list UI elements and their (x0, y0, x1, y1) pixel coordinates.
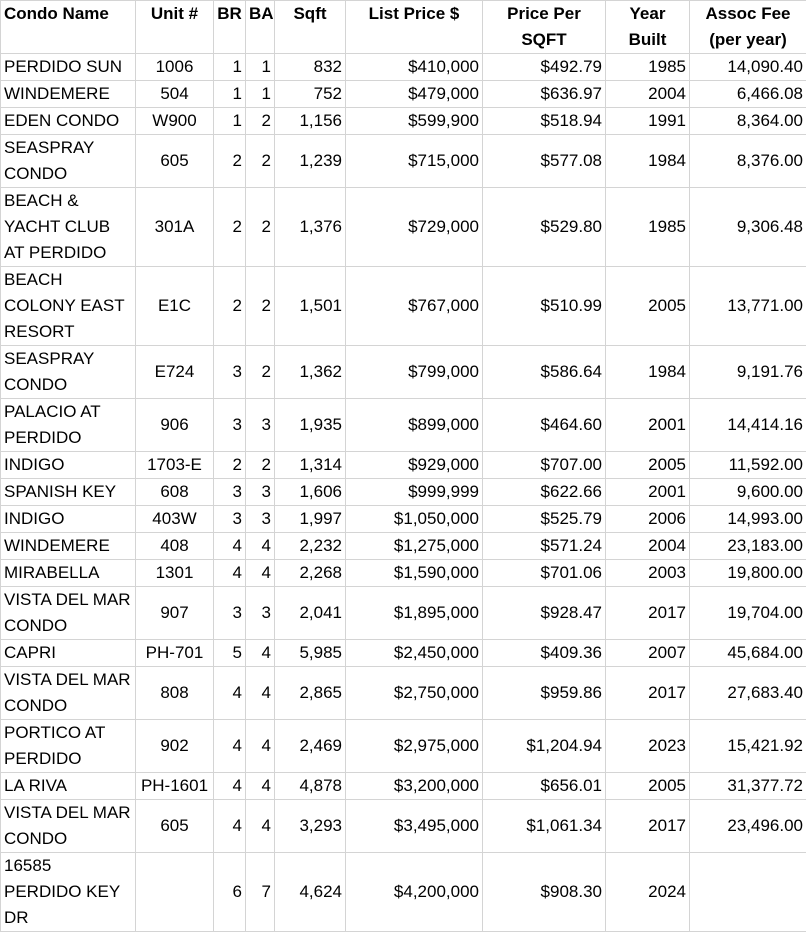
cell-list-price: $1,275,000 (346, 533, 483, 560)
cell-list-price: $929,000 (346, 452, 483, 479)
cell-ba: 3 (246, 587, 275, 640)
cell-sqft: 1,606 (275, 479, 346, 506)
cell-condo-name: WINDEMERE (1, 81, 136, 108)
cell-assoc-fee: 11,592.00 (690, 452, 806, 479)
cell-list-price: $715,000 (346, 135, 483, 188)
cell-price-per-sqft: $959.86 (483, 667, 606, 720)
header-ba: BA (246, 1, 275, 54)
table-row (1, 506, 806, 533)
cell-condo-name: BEACH & YACHT CLUB AT PERDIDO (1, 188, 136, 267)
cell-year-built: 2024 (606, 853, 690, 932)
cell-price-per-sqft: $586.64 (483, 346, 606, 399)
cell-assoc-fee: 9,600.00 (690, 479, 806, 506)
cell-condo-name: SEASPRAY CONDO (1, 135, 136, 188)
cell-year-built: 1985 (606, 54, 690, 81)
cell-list-price: $1,050,000 (346, 506, 483, 533)
cell-assoc-fee: 31,377.72 (690, 773, 806, 800)
cell-condo-name: MIRABELLA (1, 560, 136, 587)
cell-condo-name: EDEN CONDO (1, 108, 136, 135)
cell-assoc-fee: 15,421.92 (690, 720, 806, 773)
cell-year-built: 2001 (606, 479, 690, 506)
cell-year-built: 2023 (606, 720, 690, 773)
cell-ba: 7 (246, 853, 275, 932)
cell-unit (136, 853, 214, 932)
table-row (1, 479, 806, 506)
cell-price-per-sqft: $701.06 (483, 560, 606, 587)
cell-br: 1 (214, 108, 246, 135)
cell-unit: 907 (136, 587, 214, 640)
cell-unit: PH-701 (136, 640, 214, 667)
cell-br: 6 (214, 853, 246, 932)
table-row (1, 533, 806, 560)
cell-list-price: $4,200,000 (346, 853, 483, 932)
cell-year-built: 2017 (606, 667, 690, 720)
table-row (1, 773, 806, 800)
cell-sqft: 4,878 (275, 773, 346, 800)
header-list-price: List Price $ (346, 1, 483, 54)
cell-unit: 902 (136, 720, 214, 773)
cell-sqft: 2,268 (275, 560, 346, 587)
cell-list-price: $410,000 (346, 54, 483, 81)
cell-br: 3 (214, 399, 246, 452)
cell-price-per-sqft: $510.99 (483, 267, 606, 346)
cell-unit: 605 (136, 135, 214, 188)
cell-price-per-sqft: $571.24 (483, 533, 606, 560)
table-row (1, 587, 806, 640)
header-assoc-fee: Assoc Fee (per year) (690, 1, 806, 54)
cell-unit: 608 (136, 479, 214, 506)
cell-sqft: 1,239 (275, 135, 346, 188)
cell-sqft: 1,997 (275, 506, 346, 533)
cell-br: 2 (214, 188, 246, 267)
cell-sqft: 2,041 (275, 587, 346, 640)
cell-condo-name: CAPRI (1, 640, 136, 667)
cell-ba: 1 (246, 81, 275, 108)
cell-ba: 4 (246, 667, 275, 720)
cell-list-price: $1,590,000 (346, 560, 483, 587)
cell-list-price: $767,000 (346, 267, 483, 346)
cell-br: 5 (214, 640, 246, 667)
cell-unit: 906 (136, 399, 214, 452)
cell-br: 3 (214, 479, 246, 506)
cell-year-built: 2004 (606, 533, 690, 560)
table-row (1, 720, 806, 773)
cell-ba: 4 (246, 773, 275, 800)
cell-year-built: 2003 (606, 560, 690, 587)
cell-ba: 4 (246, 800, 275, 853)
cell-br: 1 (214, 54, 246, 81)
cell-unit: 1703-E (136, 452, 214, 479)
cell-price-per-sqft: $518.94 (483, 108, 606, 135)
cell-year-built: 2004 (606, 81, 690, 108)
cell-ba: 3 (246, 506, 275, 533)
cell-list-price: $3,495,000 (346, 800, 483, 853)
cell-list-price: $729,000 (346, 188, 483, 267)
cell-assoc-fee: 9,191.76 (690, 346, 806, 399)
cell-unit: 403W (136, 506, 214, 533)
cell-list-price: $1,895,000 (346, 587, 483, 640)
cell-br: 2 (214, 452, 246, 479)
cell-condo-name: VISTA DEL MAR CONDO (1, 667, 136, 720)
cell-condo-name: 16585 PERDIDO KEY DR (1, 853, 136, 932)
cell-ba: 4 (246, 640, 275, 667)
cell-price-per-sqft: $577.08 (483, 135, 606, 188)
cell-assoc-fee: 45,684.00 (690, 640, 806, 667)
cell-condo-name: PALACIO AT PERDIDO (1, 399, 136, 452)
cell-price-per-sqft: $656.01 (483, 773, 606, 800)
cell-sqft: 5,985 (275, 640, 346, 667)
table-row (1, 560, 806, 587)
cell-condo-name: INDIGO (1, 452, 136, 479)
cell-assoc-fee: 23,496.00 (690, 800, 806, 853)
header-price-per-sqft: Price Per SQFT (483, 1, 606, 54)
cell-list-price: $2,975,000 (346, 720, 483, 773)
cell-price-per-sqft: $529.80 (483, 188, 606, 267)
cell-assoc-fee: 8,364.00 (690, 108, 806, 135)
header-condo-name: Condo Name (1, 1, 136, 54)
table-row (1, 346, 806, 399)
cell-assoc-fee (690, 853, 806, 932)
cell-assoc-fee: 19,800.00 (690, 560, 806, 587)
cell-sqft: 1,501 (275, 267, 346, 346)
cell-list-price: $999,999 (346, 479, 483, 506)
cell-br: 3 (214, 587, 246, 640)
cell-unit: W900 (136, 108, 214, 135)
table-row (1, 81, 806, 108)
cell-br: 4 (214, 667, 246, 720)
cell-condo-name: SEASPRAY CONDO (1, 346, 136, 399)
cell-ba: 2 (246, 267, 275, 346)
cell-year-built: 2017 (606, 800, 690, 853)
cell-year-built: 1991 (606, 108, 690, 135)
cell-unit: E724 (136, 346, 214, 399)
cell-year-built: 2005 (606, 267, 690, 346)
cell-list-price: $3,200,000 (346, 773, 483, 800)
cell-unit: E1C (136, 267, 214, 346)
cell-br: 3 (214, 506, 246, 533)
table-row (1, 640, 806, 667)
cell-condo-name: WINDEMERE (1, 533, 136, 560)
cell-price-per-sqft: $492.79 (483, 54, 606, 81)
cell-ba: 3 (246, 479, 275, 506)
cell-price-per-sqft: $409.36 (483, 640, 606, 667)
cell-sqft: 832 (275, 54, 346, 81)
table-row (1, 667, 806, 720)
cell-list-price: $2,750,000 (346, 667, 483, 720)
cell-year-built: 2017 (606, 587, 690, 640)
header-year-built: Year Built (606, 1, 690, 54)
table-row (1, 800, 806, 853)
cell-assoc-fee: 13,771.00 (690, 267, 806, 346)
cell-sqft: 1,156 (275, 108, 346, 135)
cell-year-built: 2001 (606, 399, 690, 452)
table-row (1, 853, 806, 932)
header-unit: Unit # (136, 1, 214, 54)
cell-br: 2 (214, 135, 246, 188)
cell-condo-name: VISTA DEL MAR CONDO (1, 800, 136, 853)
cell-year-built: 2005 (606, 452, 690, 479)
cell-unit: PH-1601 (136, 773, 214, 800)
cell-sqft: 2,232 (275, 533, 346, 560)
cell-br: 4 (214, 773, 246, 800)
cell-list-price: $799,000 (346, 346, 483, 399)
cell-unit: 504 (136, 81, 214, 108)
cell-assoc-fee: 6,466.08 (690, 81, 806, 108)
cell-ba: 1 (246, 54, 275, 81)
cell-br: 1 (214, 81, 246, 108)
cell-list-price: $599,900 (346, 108, 483, 135)
cell-sqft: 752 (275, 81, 346, 108)
table-row (1, 399, 806, 452)
cell-condo-name: INDIGO (1, 506, 136, 533)
cell-price-per-sqft: $622.66 (483, 479, 606, 506)
cell-price-per-sqft: $1,061.34 (483, 800, 606, 853)
cell-ba: 3 (246, 399, 275, 452)
cell-sqft: 3,293 (275, 800, 346, 853)
cell-br: 4 (214, 533, 246, 560)
cell-condo-name: SPANISH KEY (1, 479, 136, 506)
cell-condo-name: PERDIDO SUN (1, 54, 136, 81)
cell-br: 4 (214, 560, 246, 587)
cell-sqft: 1,314 (275, 452, 346, 479)
cell-sqft: 4,624 (275, 853, 346, 932)
table-row (1, 54, 806, 81)
cell-br: 4 (214, 720, 246, 773)
cell-condo-name: LA RIVA (1, 773, 136, 800)
cell-condo-name: VISTA DEL MAR CONDO (1, 587, 136, 640)
cell-sqft: 1,362 (275, 346, 346, 399)
cell-ba: 2 (246, 452, 275, 479)
cell-year-built: 2006 (606, 506, 690, 533)
cell-ba: 2 (246, 188, 275, 267)
cell-unit: 301A (136, 188, 214, 267)
table-row (1, 108, 806, 135)
cell-sqft: 1,935 (275, 399, 346, 452)
cell-assoc-fee: 9,306.48 (690, 188, 806, 267)
header-row (1, 1, 806, 54)
cell-condo-name: PORTICO AT PERDIDO (1, 720, 136, 773)
cell-year-built: 1984 (606, 135, 690, 188)
cell-ba: 2 (246, 135, 275, 188)
cell-price-per-sqft: $525.79 (483, 506, 606, 533)
cell-unit: 1006 (136, 54, 214, 81)
header-br: BR (214, 1, 246, 54)
cell-ba: 4 (246, 560, 275, 587)
cell-br: 4 (214, 800, 246, 853)
cell-price-per-sqft: $1,204.94 (483, 720, 606, 773)
cell-year-built: 2005 (606, 773, 690, 800)
cell-unit: 408 (136, 533, 214, 560)
cell-price-per-sqft: $636.97 (483, 81, 606, 108)
cell-ba: 4 (246, 720, 275, 773)
table-row (1, 135, 806, 188)
cell-assoc-fee: 8,376.00 (690, 135, 806, 188)
cell-unit: 1301 (136, 560, 214, 587)
cell-price-per-sqft: $464.60 (483, 399, 606, 452)
cell-list-price: $2,450,000 (346, 640, 483, 667)
cell-sqft: 2,865 (275, 667, 346, 720)
cell-condo-name: BEACH COLONY EAST RESORT (1, 267, 136, 346)
cell-br: 3 (214, 346, 246, 399)
cell-assoc-fee: 14,993.00 (690, 506, 806, 533)
cell-assoc-fee: 14,414.16 (690, 399, 806, 452)
header-sqft: Sqft (275, 1, 346, 54)
cell-assoc-fee: 27,683.40 (690, 667, 806, 720)
table-row (1, 267, 806, 346)
cell-assoc-fee: 23,183.00 (690, 533, 806, 560)
cell-assoc-fee: 14,090.40 (690, 54, 806, 81)
cell-br: 2 (214, 267, 246, 346)
cell-sqft: 2,469 (275, 720, 346, 773)
cell-ba: 4 (246, 533, 275, 560)
table-row (1, 452, 806, 479)
cell-price-per-sqft: $707.00 (483, 452, 606, 479)
cell-sqft: 1,376 (275, 188, 346, 267)
cell-price-per-sqft: $928.47 (483, 587, 606, 640)
cell-price-per-sqft: $908.30 (483, 853, 606, 932)
cell-list-price: $479,000 (346, 81, 483, 108)
cell-list-price: $899,000 (346, 399, 483, 452)
cell-unit: 605 (136, 800, 214, 853)
cell-ba: 2 (246, 346, 275, 399)
cell-year-built: 1984 (606, 346, 690, 399)
table-row (1, 188, 806, 267)
cell-unit: 808 (136, 667, 214, 720)
cell-ba: 2 (246, 108, 275, 135)
cell-year-built: 1985 (606, 188, 690, 267)
cell-year-built: 2007 (606, 640, 690, 667)
cell-assoc-fee: 19,704.00 (690, 587, 806, 640)
